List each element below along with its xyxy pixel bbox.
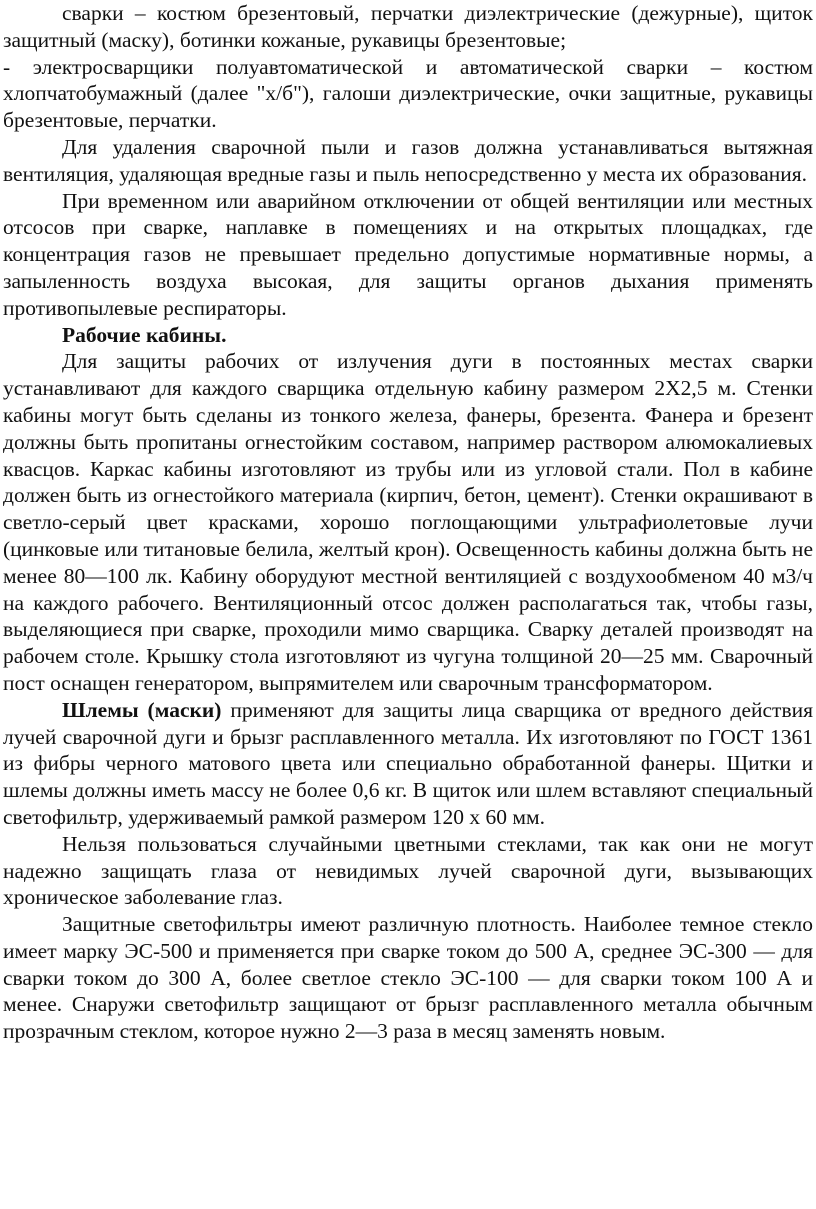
paragraph-ppe-welders: сварки – костюм брезентовый, перчатки диэлектрические (дежурные), щиток защитный (маску), ботинки кожаные, рукавицы брезентовые; — [3, 1, 813, 52]
section-heading-work-booths: Рабочие кабины. — [62, 322, 227, 347]
paragraph-light-filters: Защитные светофильтры имеют различную плотность. Наиболее темное стекло имеет марку ЭС-500 и применяется при сварке током до 500 А, среднее ЭС-300 — для сварки током до 300 А, более светлое стекло ЭС-100 — для сварки током 100 А и менее. Снаружи светофильтр защищают от брызг расплавленного металла обычным прозрачным стеклом, которое нужно 2—3 раза в месяц заменять новым. — [3, 912, 813, 1044]
paragraph-ppe-semiauto-welders: - электросварщики полуавтоматической и автоматической сварки – костюм хлопчатобумажный (далее "х/б"), галоши диэлектрические, очки защитные, рукавицы брезентовые, перчатки. — [3, 54, 813, 133]
helmets-text: применяют для защиты лица сварщика от вредного действия лучей сварочной дуги и брызг расплавленного металла. Их изготовляют по ГОСТ 1361 из фибры черного матового цвета или специально обработанной фанеры. Щитки и шлемы должны иметь массу не более 0,6 кг. В щиток или шлем вставляют специальный светофильтр, удерживаемый рамкой размером 120 х 60 мм. — [3, 697, 813, 829]
document-page — [3, 0, 813, 1045]
helmets-bold-lead: Шлемы (маски) — [62, 697, 222, 722]
paragraph-helmets — [3, 697, 813, 831]
paragraph-respirators: При временном или аварийном отключении от общей вентиляции или местных отсосов при сварке, наплавке в помещениях и на открытых площадках, где концентрация газов не превышает предельно допустимые нормативные нормы, а запыленность воздуха высокая, для защиты органов дыхания применять противопылевые респираторы. — [3, 188, 813, 320]
paragraph-ventilation: Для удаления сварочной пыли и газов должна устанавливаться вытяжная вентиляция, удаляющая вредные газы и пыль непосредственно у места их образования. — [3, 134, 813, 186]
paragraph-work-booths: Для защиты рабочих от излучения дуги в постоянных местах сварки устанавливают для каждого сварщика отдельную кабину размером 2Х2,5 м. Стенки кабины могут быть сделаны из тонкого железа, фанеры, брезента. Фанера и брезент должны быть пропитаны огнестойким составом, например раствором алюмокалиевых квасцов. Каркас кабины изготовляют из трубы или из угловой стали. Пол в кабине должен быть из огнестойкого материала (кирпич, бетон, цемент). Стенки окрашивают в светло-серый цвет красками, хорошо поглощающими ультрафиолетовые лучи (цинковые или титановые белила, желтый крон). Освещенность кабины должна быть не менее 80—100 лк. Кабину оборудуют местной вентиляцией с воздухообменом 40 м3/ч на каждого рабочего. Вентиляционный отсос должен располагаться так, чтобы газы, выделяющиеся при сварке, проходили мимо сварщика. Сварку деталей производят на рабочем столе. Крышку стола изготовляют из чугуна толщиной 20—25 мм. Сварочный пост оснащен генератором, выпрямителем или сварочным трансформатором. — [3, 349, 813, 695]
paragraph-colored-glass-warning: Нельзя пользоваться случайными цветными стеклами, так как они не могут надежно защищать глаза от невидимых лучей сварочной дуги, вызывающих хроническое заболевание глаз. — [3, 831, 813, 910]
